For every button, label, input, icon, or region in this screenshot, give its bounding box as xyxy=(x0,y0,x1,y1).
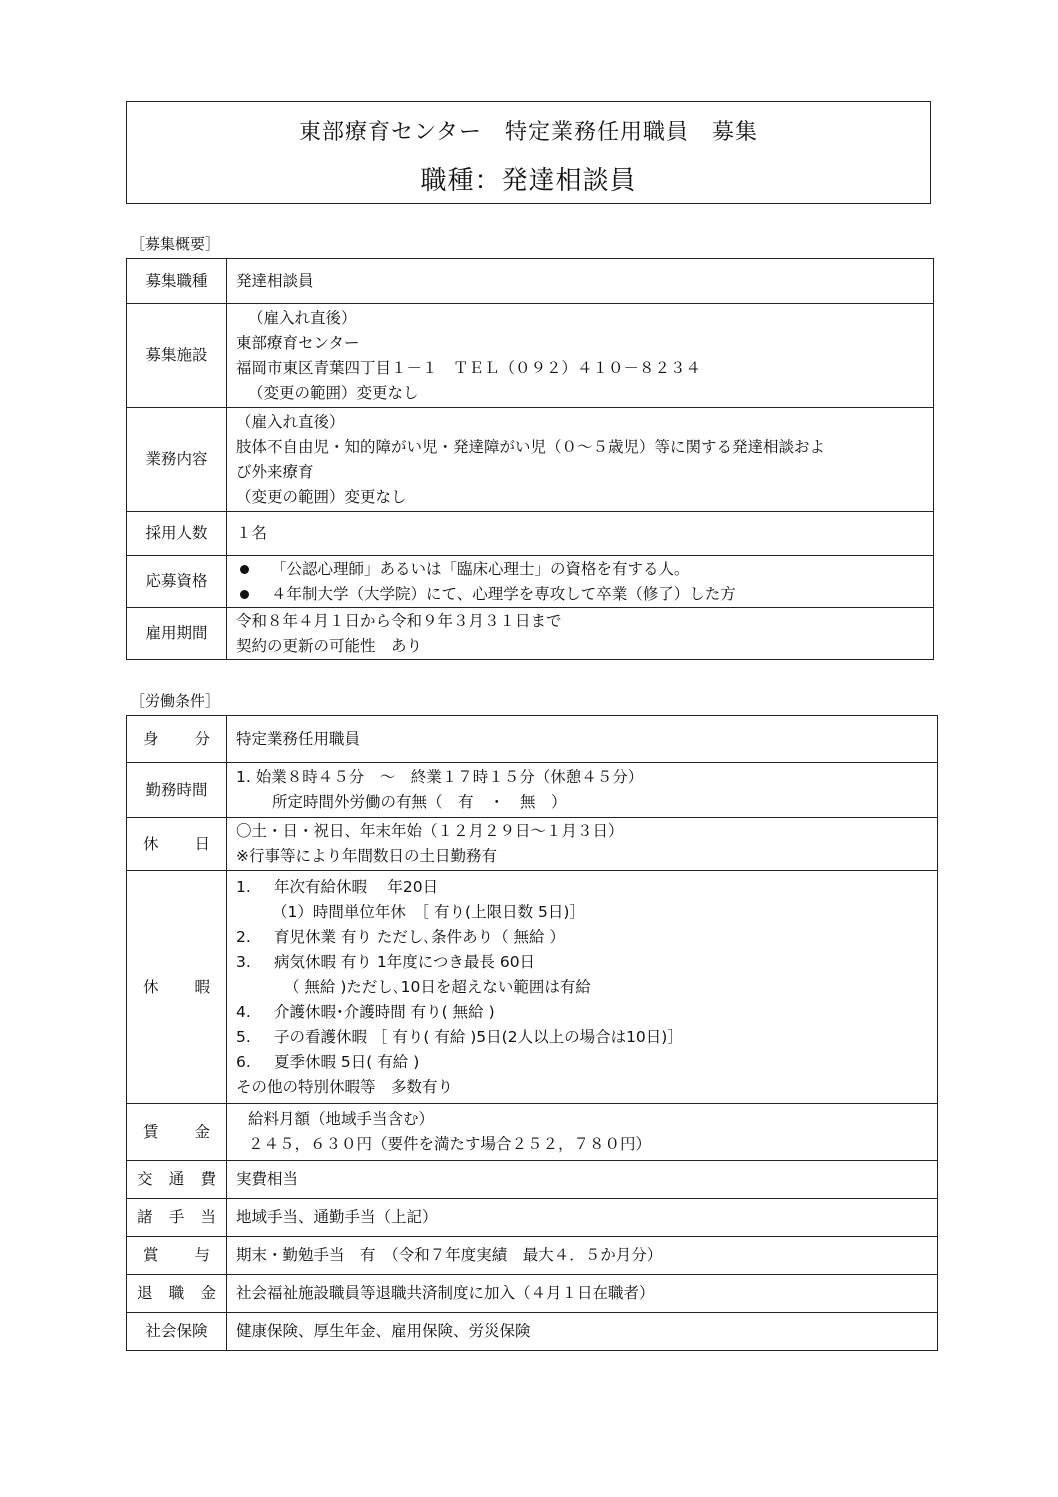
row-label: 賃 金 xyxy=(127,1104,227,1161)
text-line: ２４５，６３０円（要件を満たす場合２５２，７８０円） xyxy=(248,1135,652,1153)
row-value xyxy=(227,763,938,818)
row-value xyxy=(227,556,934,608)
text-line: 福岡市東区青葉四丁目１－１ ＴＥＬ（０９２）４１０－８２３４ xyxy=(236,358,702,377)
table-row xyxy=(127,1199,938,1237)
overview-table xyxy=(126,258,934,660)
row-value xyxy=(227,871,938,1104)
row-label: 休 暇 xyxy=(127,871,227,1104)
list-item: （1）時間単位年休 ［ 有り(上限日数 5日)］ xyxy=(272,902,585,921)
list-item: 4. 介護休暇･介護時間 有り( 無給 ) xyxy=(236,1002,495,1021)
text-line: ※行事等により年間数日の土日勤務有 xyxy=(236,847,497,865)
list-item: 5. 子の看護休暇 ［ 有り( 有給 )5日(2人以上の場合は10日)］ xyxy=(236,1027,683,1046)
row-label: 休 日 xyxy=(127,818,227,871)
row-label: 募集職種 xyxy=(127,259,227,304)
table-row xyxy=(127,512,934,556)
row-label: 社会保険 xyxy=(127,1313,227,1351)
table-row xyxy=(127,871,938,1104)
text-line: （変更の範囲）変更なし xyxy=(236,487,407,506)
row-value xyxy=(227,818,938,871)
text-line: 契約の更新の可能性 あり xyxy=(236,636,423,655)
row-value: 健康保険、厚生年金、雇用保険、労災保険 xyxy=(227,1313,938,1351)
table-row xyxy=(127,1313,938,1351)
text-line: （雇入れ直後） xyxy=(236,412,345,431)
table-row xyxy=(127,259,934,304)
list-item: 3. 病気休暇 有り 1年度につき最長 60日 xyxy=(236,952,536,971)
row-label: 退 職 金 xyxy=(127,1275,227,1313)
list-item: 1. 年次有給休暇 年20日 xyxy=(236,877,439,896)
conditions-section-label: ［労働条件］ xyxy=(130,692,221,710)
list-item: その他の特別休暇等 多数有り xyxy=(236,1077,454,1096)
table-row xyxy=(127,556,934,608)
table-row xyxy=(127,608,934,660)
row-label: 採用人数 xyxy=(127,512,227,556)
row-label: 応募資格 xyxy=(127,556,227,608)
page-title: 東部療育センター 特定業務任用職員 募集 xyxy=(298,120,759,145)
row-label: 雇用期間 xyxy=(127,608,227,660)
table-row xyxy=(127,763,938,818)
list-item: 「公認心理師」あるいは「臨床心理士」の資格を有する人。 xyxy=(236,557,933,582)
row-label: 業務内容 xyxy=(127,408,227,512)
conditions-table xyxy=(126,715,938,1351)
text-line: び外来療育 xyxy=(236,462,314,481)
row-label: 諸 手 当 xyxy=(127,1199,227,1237)
row-label: 交 通 費 xyxy=(127,1161,227,1199)
text-line: 肢体不自由児・知的障がい児・発達障がい児（０～５歳児）等に関する発達相談およ xyxy=(236,437,826,456)
row-label: 募集施設 xyxy=(127,304,227,408)
row-value: 社会福祉施設職員等退職共済制度に加入（４月１日在職者） xyxy=(227,1275,938,1313)
bullet-icon xyxy=(240,590,249,599)
text-line: （変更の範囲）変更なし xyxy=(248,383,419,402)
bullet-icon xyxy=(240,565,249,574)
row-value: 特定業務任用職員 xyxy=(227,716,938,763)
list-item: 6. 夏季休暇 5日( 有給 ) xyxy=(236,1052,420,1071)
text-line: 東部療育センター xyxy=(236,333,360,352)
row-value: １名 xyxy=(227,512,934,556)
row-value xyxy=(227,304,934,408)
row-value xyxy=(227,408,934,512)
table-row xyxy=(127,1104,938,1161)
table-row xyxy=(127,304,934,408)
table-row xyxy=(127,408,934,512)
text-line: 所定時間外労働の有無（ 有 ・ 無 ） xyxy=(272,793,567,811)
row-value xyxy=(227,608,934,660)
title-box xyxy=(126,101,931,204)
text-line: 令和８年４月１日から令和９年３月３１日まで xyxy=(236,611,562,630)
row-value: 実費相当 xyxy=(227,1161,938,1199)
text-line: （雇入れ直後） xyxy=(248,308,357,327)
list-item: ４年制大学（大学院）にて、心理学を専攻して卒業（修了）した方 xyxy=(236,582,933,607)
text-line: 1. 始業８時４５分 ～ 終業１７時１５分（休憩４５分） xyxy=(236,768,644,786)
table-row xyxy=(127,716,938,763)
row-value xyxy=(227,1104,938,1161)
row-label: 賞 与 xyxy=(127,1237,227,1275)
row-value: 発達相談員 xyxy=(227,259,934,304)
table-row xyxy=(127,1161,938,1199)
row-label: 勤務時間 xyxy=(127,763,227,818)
list-item: （ 無給 )ただし､10日を超えない範囲は有給 xyxy=(284,977,591,996)
overview-section-label: ［募集概要］ xyxy=(130,235,221,253)
text-line: 〇土・日・祝日、年末年始（１２月２９日～１月３日） xyxy=(236,822,624,840)
table-row xyxy=(127,1275,938,1313)
job-title: 職種：発達相談員 xyxy=(420,166,637,196)
text-line: 給料月額（地域手当含む） xyxy=(248,1110,435,1128)
row-label: 身 分 xyxy=(127,716,227,763)
table-row xyxy=(127,818,938,871)
table-row xyxy=(127,1237,938,1275)
list-item: 2. 育児休業 有り ただし､条件あり（ 無給 ） xyxy=(236,927,565,946)
row-value: 期末・勤勉手当 有 （令和７年度実績 最大４．５か月分） xyxy=(227,1237,938,1275)
row-value: 地域手当、通勤手当（上記） xyxy=(227,1199,938,1237)
